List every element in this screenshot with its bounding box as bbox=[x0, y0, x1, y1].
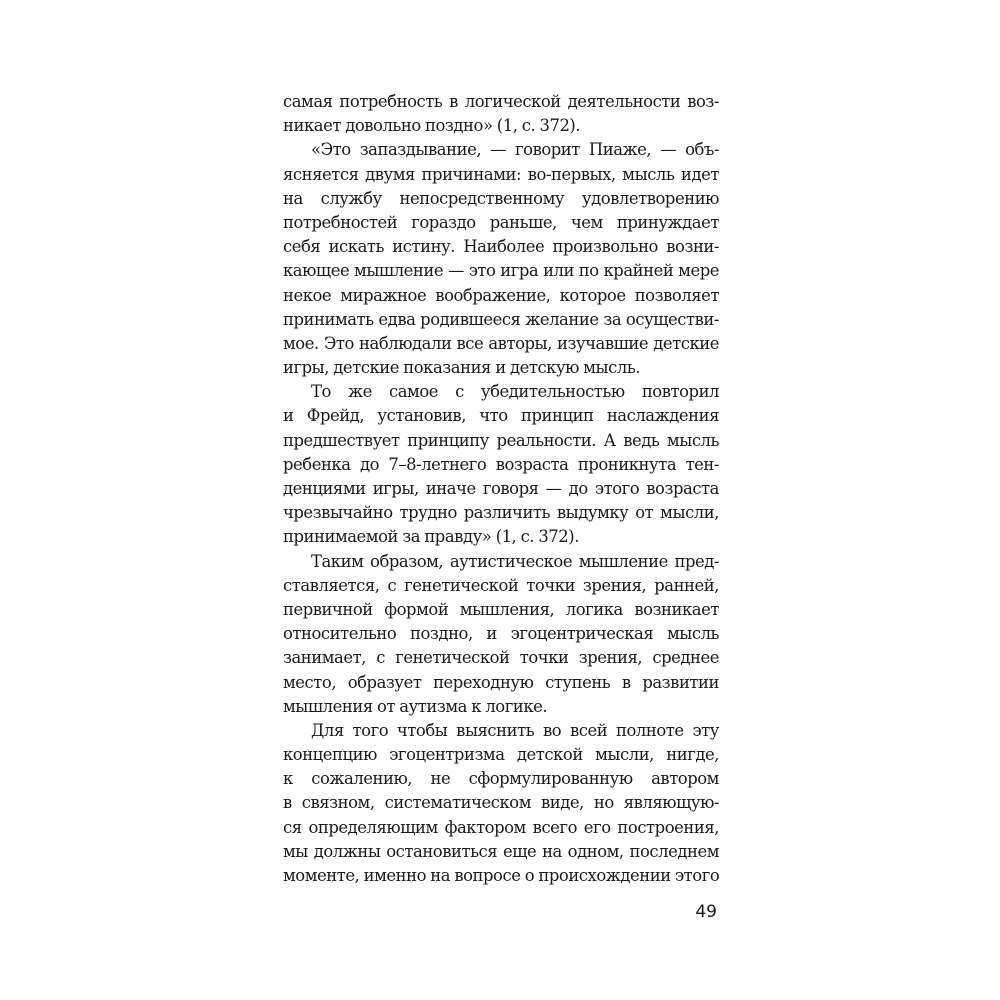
text-line: Таким образом, аутистическое мышление пред- bbox=[311, 551, 719, 571]
text-line: ся определяющим фактором всего его построения, bbox=[283, 817, 719, 837]
text-line: никает довольно поздно» (1, с. 372). bbox=[283, 116, 581, 136]
text-line: ребенка до 7–8-летнего возраста проникнута тен- bbox=[283, 454, 719, 474]
text-line: То же самое с убедительностью повторил bbox=[311, 382, 719, 402]
text-line: самая потребность в логической деятельности воз- bbox=[283, 92, 719, 111]
text-line: потребностей гораздо раньше, чем принуждает bbox=[283, 212, 719, 232]
text-line: себя искать истину. Наиболее произвольно возни- bbox=[283, 237, 719, 257]
text-line: принимаемой за правду» (1, с. 372). bbox=[283, 527, 579, 547]
paragraph bbox=[283, 380, 719, 549]
paragraph bbox=[283, 138, 719, 380]
text-line: мое. Это наблюдали все авторы, изучавшие детские bbox=[283, 333, 719, 353]
text-line: место, образует переходную ступень в развитии bbox=[283, 672, 719, 692]
text-line: занимает, с генетической точки зрения, среднее bbox=[283, 648, 719, 668]
text-line: мышления от аутизма к логике. bbox=[283, 696, 548, 716]
text-line: мы должны остановиться еще на одном, последнем bbox=[283, 841, 719, 861]
text-line: на службу непосредственному удовлетворению bbox=[283, 188, 719, 208]
text-line: Для того чтобы выяснить во всей полноте эту bbox=[311, 720, 719, 740]
text-line: принимать едва родившееся желание за осуществи- bbox=[283, 309, 719, 329]
text-line: в связном, систематическом виде, но являющую- bbox=[283, 793, 719, 813]
text-line: концепцию эгоцентризма детской мысли, нигде, bbox=[283, 745, 719, 765]
text-line: денциями игры, иначе говоря — до этого возраста bbox=[283, 479, 719, 498]
paragraph bbox=[283, 719, 719, 888]
text-line: кающее мышление — это игра или по крайней мере bbox=[283, 261, 719, 281]
text-line: игры, детские показания и детскую мысль. bbox=[283, 358, 641, 378]
page-number: 49 bbox=[695, 902, 717, 922]
text-line: моменте, именно на вопросе о происхождении этого bbox=[283, 866, 720, 885]
text-line: некое миражное воображение, которое позволяет bbox=[283, 285, 719, 305]
text-line: ясняется двумя причинами: во-первых, мысль идет bbox=[283, 164, 719, 184]
paragraph bbox=[283, 90, 719, 138]
text-line: первичной формой мышления, логика возникает bbox=[283, 599, 719, 619]
text-line: чрезвычайно трудно различить выдумку от мысли, bbox=[283, 503, 719, 523]
text-line: и Фрейд, установив, что принцип наслаждения bbox=[283, 406, 719, 426]
paragraph bbox=[283, 550, 719, 719]
text-line: ставляется, с генетической точки зрения, ранней, bbox=[283, 575, 719, 595]
text-line: предшествует принципу реальности. А ведь мысль bbox=[283, 430, 719, 450]
page-body bbox=[283, 90, 719, 888]
text-line: относительно поздно, и эгоцентрическая мысль bbox=[283, 624, 719, 644]
text-line: «Это запаздывание, — говорит Пиаже, — объ- bbox=[311, 140, 719, 160]
text-line: к сожалению, не сформулированную автором bbox=[283, 769, 719, 789]
